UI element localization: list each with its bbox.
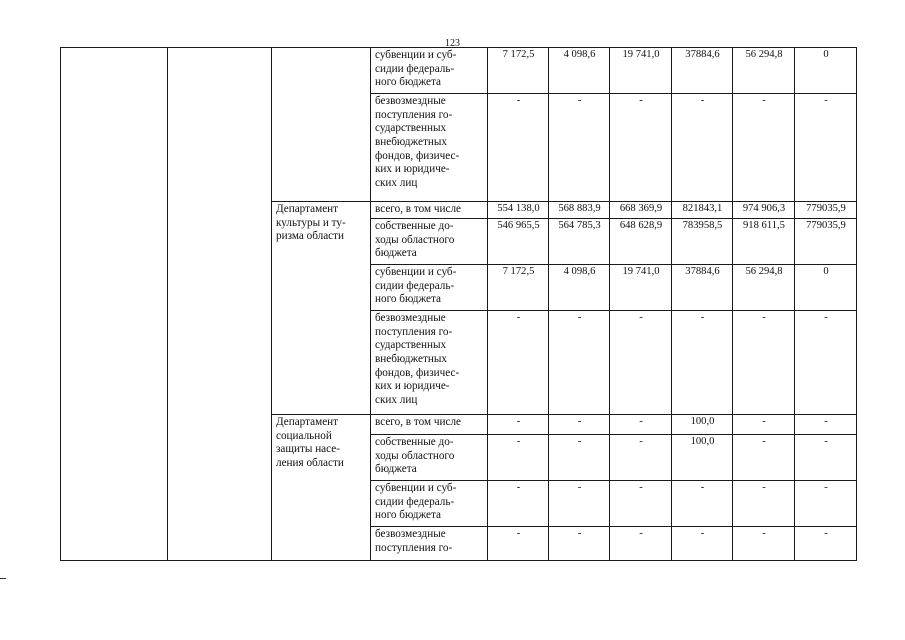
- table-row: [61, 48, 857, 94]
- page-number: 123: [445, 38, 460, 49]
- cell-value: 974 906,3: [733, 202, 795, 219]
- cell-value: -: [672, 94, 733, 202]
- cell-value: -: [610, 527, 672, 561]
- cell-desc: [371, 265, 488, 311]
- desc-text: собственные до- ходы областного бюджета: [375, 220, 455, 260]
- cell-value: -: [733, 94, 795, 202]
- cell-value: -: [795, 94, 857, 202]
- cell-value: -: [488, 435, 549, 481]
- cell-value: -: [795, 481, 857, 527]
- cell-value: -: [488, 94, 549, 202]
- cell-value: 7 172,5: [488, 265, 549, 311]
- cell-value: 7 172,5: [488, 48, 549, 94]
- cell-value: -: [549, 311, 610, 415]
- cell-value: -: [488, 481, 549, 527]
- cell-value: 56 294,8: [733, 265, 795, 311]
- cell-value: 779035,9: [795, 202, 857, 219]
- desc-text: субвенции и суб- сидии федераль- ного бюджета: [375, 49, 457, 89]
- desc-text: собственные до- ходы областного бюджета: [375, 436, 455, 476]
- cell-value: 918 611,5: [733, 219, 795, 265]
- cell-value: 37884,6: [672, 265, 733, 311]
- cell-value: 37884,6: [672, 48, 733, 94]
- cell-value: -: [672, 481, 733, 527]
- cell-value: -: [733, 435, 795, 481]
- cell-value: -: [488, 527, 549, 561]
- desc-text: субвенции и суб- сидии федераль- ного бюджета: [375, 482, 457, 522]
- cell-dept: [272, 202, 371, 415]
- dept-culture-name: Департамент культуры и ту- ризма области: [276, 203, 346, 243]
- cell-value: -: [733, 415, 795, 435]
- cell-value: 100,0: [672, 415, 733, 435]
- cell-value: 648 628,9: [610, 219, 672, 265]
- cell-value: -: [610, 311, 672, 415]
- cell-value: 0: [795, 48, 857, 94]
- cell-value: -: [610, 94, 672, 202]
- cell-value: -: [488, 415, 549, 435]
- cell-dept: [272, 48, 371, 202]
- cell-desc: [371, 202, 488, 219]
- cell-value: -: [610, 435, 672, 481]
- cell-value: 19 741,0: [610, 48, 672, 94]
- cell-value: 100,0: [672, 435, 733, 481]
- cell-value: -: [549, 435, 610, 481]
- cell-value: -: [610, 415, 672, 435]
- cell-value: -: [733, 481, 795, 527]
- cell-value: -: [733, 311, 795, 415]
- cell-value: 56 294,8: [733, 48, 795, 94]
- cell-col1: [61, 48, 168, 561]
- desc-text: безвозмездные поступления го-: [375, 528, 453, 554]
- cell-value: -: [672, 527, 733, 561]
- cell-value: 668 369,9: [610, 202, 672, 219]
- cell-desc: [371, 435, 488, 481]
- cell-desc: [371, 481, 488, 527]
- cell-value: -: [733, 527, 795, 561]
- cell-value: 546 965,5: [488, 219, 549, 265]
- dept-social-name: Департамент социальной защиты насе- ления области: [276, 416, 344, 469]
- cell-value: 568 883,9: [549, 202, 610, 219]
- cell-value: -: [795, 311, 857, 415]
- cell-value: -: [549, 94, 610, 202]
- cell-desc: [371, 48, 488, 94]
- desc-text: всего, в том числе: [375, 203, 461, 215]
- cell-col2: [168, 48, 272, 561]
- desc-text: всего, в том числе: [375, 416, 461, 428]
- cell-value: -: [795, 435, 857, 481]
- cell-value: 783958,5: [672, 219, 733, 265]
- cell-desc: [371, 311, 488, 415]
- cell-value: 4 098,6: [549, 265, 610, 311]
- cell-value: 4 098,6: [549, 48, 610, 94]
- cell-value: -: [549, 527, 610, 561]
- cell-value: -: [488, 311, 549, 415]
- cell-value: -: [549, 415, 610, 435]
- cell-desc: [371, 94, 488, 202]
- desc-text: безвозмездные поступления го- сударственных внебюджетных фондов, физичес- ких и юридиче- ских лиц: [375, 312, 460, 406]
- cell-value: -: [610, 481, 672, 527]
- cell-desc: [371, 219, 488, 265]
- cell-value: -: [549, 481, 610, 527]
- cell-value: -: [795, 527, 857, 561]
- cell-value: 779035,9: [795, 219, 857, 265]
- cell-dept: [272, 415, 371, 561]
- cell-desc: [371, 415, 488, 435]
- cell-value: 554 138,0: [488, 202, 549, 219]
- desc-text: безвозмездные поступления го- сударственных внебюджетных фондов, физичес- ких и юридиче- ских лиц: [375, 95, 460, 189]
- desc-text: субвенции и суб- сидии федераль- ного бюджета: [375, 266, 457, 306]
- cell-desc: [371, 527, 488, 561]
- cell-value: -: [795, 415, 857, 435]
- margin-tick-mark: [0, 578, 6, 579]
- cell-value: 19 741,0: [610, 265, 672, 311]
- cell-value: 821843,1: [672, 202, 733, 219]
- cell-value: 564 785,3: [549, 219, 610, 265]
- budget-table: [60, 47, 857, 561]
- cell-value: 0: [795, 265, 857, 311]
- cell-value: -: [672, 311, 733, 415]
